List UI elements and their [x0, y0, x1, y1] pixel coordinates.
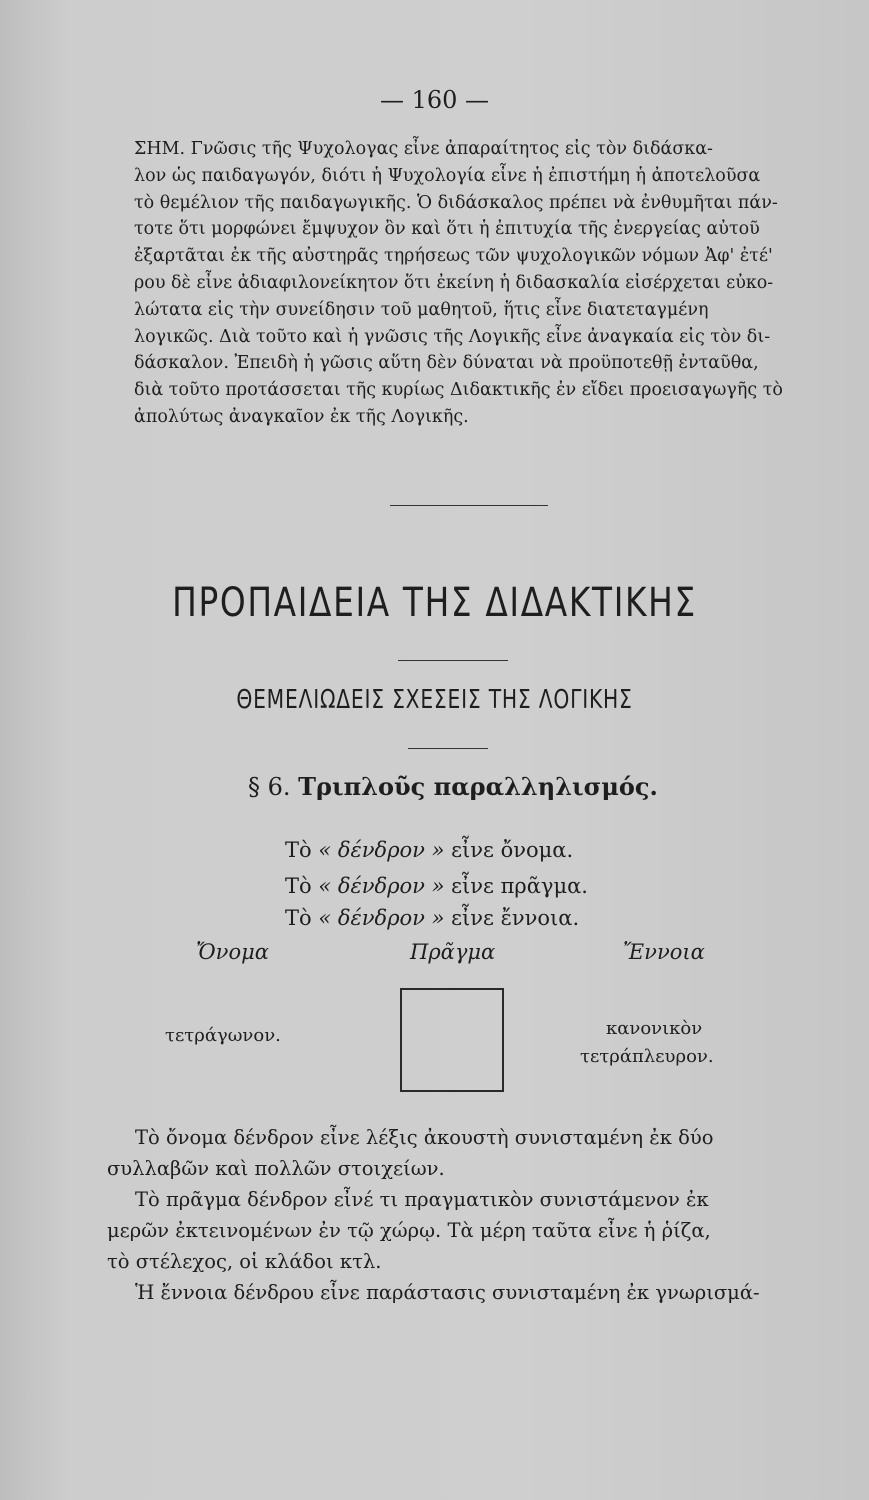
example-predicate: εἶνε πρᾶγμα. [451, 874, 588, 898]
label-quadrilateral: τετράπλευρον. [580, 1046, 714, 1067]
column-heading-thing: Πρᾶγμα [410, 940, 496, 964]
footnote-line: λώτατα εἰς τὴν συνείδησιν τοῦ μαθητοῦ, ἥτις εἶνε διατεταγμένη [134, 299, 709, 320]
body-line: Τὸ πρᾶγμα δένδρον εἶνέ τι πραγματικὸν συνιστάμενον ἐκ [135, 1188, 709, 1211]
footnote-line: ἐξαρτᾶται ἐκ τῆς αὐστηρᾶς τηρήσεως τῶν ψυχολογικῶν νόμων Ἀφ' ἐτέ' [134, 246, 773, 267]
label-regular: κανονικὸν [606, 1018, 703, 1039]
footnote-line: λον ὡς παιδαγωγόν, διότι ἡ Ψυχολογία εἶνε ἡ ἐπιστήμη ἡ ἀποτελοῦσα [134, 165, 761, 186]
label-square: τετράγωνον. [165, 1025, 281, 1046]
body-line: μερῶν ἐκτεινομένων ἐν τῷ χώρῳ. Τὰ μέρη ταῦτα εἶνε ἡ ῥίζα, [107, 1219, 711, 1242]
example-article: Τὸ [285, 906, 312, 930]
body-line: τὸ στέλεχος, οἱ κλάδοι κτλ. [107, 1250, 382, 1273]
example-line [285, 838, 573, 862]
chapter-title: ΠΡΟΠΑΙΔΕΙΑ ΤΗΣ ΔΙΔΑΚΤΙΚΗΣ [172, 580, 697, 626]
example-predicate: εἶνε ἔννοια. [451, 906, 580, 930]
example-word: « δένδρον » [318, 874, 445, 898]
column-heading-concept: Ἔννοια [623, 940, 705, 964]
footnote-line: δάσκαλον. Ἐπειδὴ ἡ γῶσις αὕτη δὲν δύναται νὰ προϋποτεθῇ ἐνταῦθα, [134, 353, 759, 374]
footnote-line: τὸ θεμέλιον τῆς παιδαγωγικῆς. Ὁ διδάσκαλος πρέπει νὰ ἐνθυμῆται πάν- [134, 192, 778, 213]
separator-rule [390, 505, 548, 506]
footnote-line: διὰ τοῦτο προτάσσεται τῆς κυρίως Διδακτικῆς ἐν εἴδει προεισαγωγῆς τὸ [134, 380, 783, 401]
footnote [134, 136, 834, 431]
page-number: — 160 — [379, 86, 490, 114]
square-figure [400, 988, 504, 1092]
title-divider [398, 660, 508, 661]
section-title: Τριπλοῦς παραλληλισμός. [298, 772, 658, 801]
example-word: « δένδρον » [318, 838, 445, 862]
column-heading-name: Ὄνομα [196, 940, 269, 964]
body-line: συλλαβῶν καὶ πολλῶν στοιχείων. [107, 1157, 445, 1180]
footnote-line: ρου δὲ εἶνε ἀδιαφιλονείκητον ὅτι ἐκείνη ἡ διδασκαλία εἰσέρχεται εὐκο- [134, 272, 774, 293]
example-line [285, 874, 588, 898]
chapter-subtitle: ΘΕΜΕΛΙΩΔΕΙΣ ΣΧΕΣΕΙΣ ΤΗΣ ΛΟΓΙΚΗΣ [236, 685, 633, 715]
footnote-line: λογικῶς. Διὰ τοῦτο καὶ ἡ γνῶσις τῆς Λογικῆς εἶνε ἀναγκαία εἰς τὸν δι- [134, 326, 771, 347]
body-text [107, 1122, 797, 1308]
example-word: « δένδρον » [318, 906, 445, 930]
footnote-line: ἀπολύτως ἀναγκαῖον ἐκ τῆς Λογικῆς. [134, 406, 469, 427]
footnote-line: τοτε ὅτι μορφώνει ἔμψυχον ὂν καὶ ὅτι ἡ ἐπιτυχία τῆς ἐνεργείας αὐτοῦ [134, 219, 760, 240]
example-article: Τὸ [285, 874, 312, 898]
subtitle-divider [408, 748, 488, 749]
example-predicate: εἶνε ὄνομα. [451, 838, 574, 862]
example-article: Τὸ [285, 838, 312, 862]
body-line: Τὸ ὄνομα δένδρον εἶνε λέξις ἀκουστὴ συνισταμένη ἐκ δύο [135, 1126, 714, 1149]
section-heading [248, 772, 658, 801]
footnote-line: ΣΗΜ. Γνῶσις τῆς Ψυχολογας εἶνε ἀπαραίτητος εἰς τὸν διδάσκα- [134, 139, 713, 159]
body-line: Ἡ ἔννοια δένδρου εἶνε παράστασις συνισταμένη ἐκ γνωρισμά- [135, 1281, 760, 1304]
section-number: § 6. [248, 773, 291, 801]
example-line [285, 906, 579, 930]
